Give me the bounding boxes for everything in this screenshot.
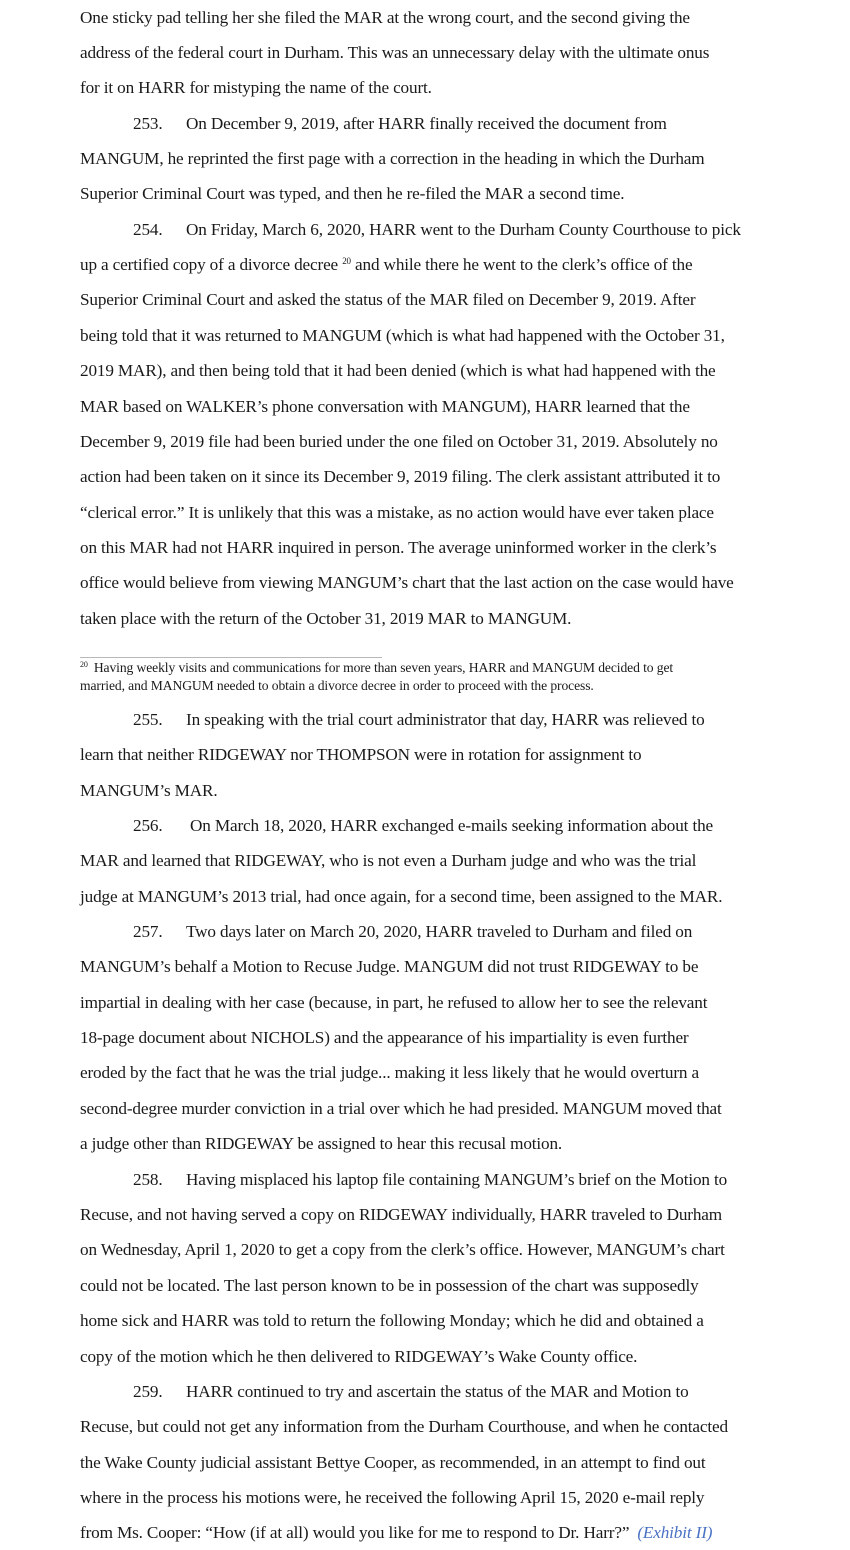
paragraph-line: MAR based on WALKER’s phone conversation with MANGUM), HARR learned that the bbox=[80, 397, 690, 416]
footnote-text: Having weekly visits and communications for more than seven years, HARR and MANGUM decided to get bbox=[93, 660, 674, 675]
paragraph-number: 258. bbox=[133, 1170, 163, 1189]
paragraph-line: second-degree murder conviction in a trial over which he had presided. MANGUM moved that bbox=[80, 1099, 722, 1118]
paragraph-text: Having misplaced his laptop file containing MANGUM’s brief on the Motion to bbox=[186, 1170, 728, 1189]
paragraph-line: taken place with the return of the October 31, 2019 MAR to MANGUM. bbox=[80, 609, 572, 628]
paragraph-257-first-line bbox=[133, 922, 692, 942]
paragraph-253-first-line bbox=[133, 114, 667, 134]
paragraph-line: Superior Criminal Court was typed, and then he re-filed the MAR a second time. bbox=[80, 184, 625, 203]
paragraph-line: office would believe from viewing MANGUM’s chart that the last action on the case would have bbox=[80, 573, 734, 592]
continuation-line: for it on HARR for mistyping the name of the court. bbox=[80, 78, 432, 97]
footnote-separator bbox=[80, 657, 382, 658]
paragraph-text: HARR continued to try and ascertain the status of the MAR and Motion to bbox=[186, 1382, 689, 1401]
paragraph-number: 254. bbox=[133, 220, 163, 239]
footnote-line: married, and MANGUM needed to obtain a divorce decree in order to proceed with the process. bbox=[80, 678, 594, 693]
paragraph-line: where in the process his motions were, he received the following April 15, 2020 e-mail reply bbox=[80, 1488, 705, 1507]
paragraph-number: 255. bbox=[133, 710, 163, 729]
paragraph-line-with-footnote-ref bbox=[80, 255, 692, 275]
paragraph-line: MANGUM, he reprinted the first page with a correction in the heading in which the Durham bbox=[80, 149, 705, 168]
paragraph-text: In speaking with the trial court administrator that day, HARR was relieved to bbox=[186, 710, 705, 729]
paragraph-258-first-line bbox=[133, 1170, 727, 1190]
paragraph-line: MANGUM’s MAR. bbox=[80, 781, 218, 800]
paragraph-256-first-line bbox=[133, 816, 713, 836]
footnote-reference[interactable]: 20 bbox=[342, 256, 351, 266]
paragraph-line: home sick and HARR was told to return the following Monday; which he did and obtained a bbox=[80, 1311, 704, 1330]
paragraph-line: could not be located. The last person known to be in possession of the chart was supposedly bbox=[80, 1276, 699, 1295]
exhibit-link[interactable]: (Exhibit II) bbox=[637, 1523, 713, 1542]
paragraph-line: Recuse, but could not get any information from the Durham Courthouse, and when he contacted bbox=[80, 1417, 728, 1436]
footnote-number: 20 bbox=[80, 660, 88, 669]
paragraph-line: impartial in dealing with her case (because, in part, he refused to allow her to see the relevant bbox=[80, 993, 708, 1012]
paragraph-line: December 9, 2019 file had been buried under the one filed on October 31, 2019. Absolutely no bbox=[80, 432, 718, 451]
paragraph-259-first-line bbox=[133, 1382, 689, 1402]
paragraph-number: 257. bbox=[133, 922, 163, 941]
paragraph-line: on Wednesday, April 1, 2020 to get a copy from the clerk’s office. However, MANGUM’s chart bbox=[80, 1240, 725, 1259]
paragraph-line: “clerical error.” It is unlikely that this was a mistake, as no action would have ever taken place bbox=[80, 503, 714, 522]
paragraph-line: a judge other than RIDGEWAY be assigned to hear this recusal motion. bbox=[80, 1134, 563, 1153]
paragraph-text: up a certified copy of a divorce decree bbox=[80, 255, 339, 274]
paragraph-line: on this MAR had not HARR inquired in person. The average uninformed worker in the clerk’s bbox=[80, 538, 717, 557]
paragraph-line: judge at MANGUM’s 2013 trial, had once again, for a second time, been assigned to the MAR. bbox=[80, 887, 723, 906]
paragraph-255-first-line bbox=[133, 710, 705, 730]
paragraph-line: MANGUM’s behalf a Motion to Recuse Judge. MANGUM did not trust RIDGEWAY to be bbox=[80, 957, 699, 976]
paragraph-line: being told that it was returned to MANGUM (which is what had happened with the October 31, bbox=[80, 326, 725, 345]
paragraph-line-with-exhibit bbox=[80, 1523, 712, 1543]
paragraph-line: action had been taken on it since its December 9, 2019 filing. The clerk assistant attributed it to bbox=[80, 467, 721, 486]
paragraph-line: 2019 MAR), and then being told that it had been denied (which is what had happened with the bbox=[80, 361, 716, 380]
paragraph-number: 256. bbox=[133, 816, 163, 835]
paragraph-line: Recuse, and not having served a copy on RIDGEWAY individually, HARR traveled to Durham bbox=[80, 1205, 723, 1224]
paragraph-line: 18-page document about NICHOLS) and the appearance of his impartiality is even further bbox=[80, 1028, 689, 1047]
footnote-line bbox=[80, 660, 673, 676]
continuation-line: address of the federal court in Durham. This was an unnecessary delay with the ultimate onus bbox=[80, 43, 710, 62]
paragraph-254-first-line bbox=[133, 220, 741, 240]
paragraph-number: 253. bbox=[133, 114, 163, 133]
paragraph-line: copy of the motion which he then delivered to RIDGEWAY’s Wake County office. bbox=[80, 1347, 638, 1366]
paragraph-text: from Ms. Cooper: “How (if at all) would you like for me to respond to Dr. Harr?” bbox=[80, 1523, 630, 1542]
paragraph-line: eroded by the fact that he was the trial judge... making it less likely that he would overturn a bbox=[80, 1063, 699, 1082]
paragraph-number: 259. bbox=[133, 1382, 163, 1401]
paragraph-line: learn that neither RIDGEWAY nor THOMPSON were in rotation for assignment to bbox=[80, 745, 642, 764]
paragraph-line: Superior Criminal Court and asked the status of the MAR filed on December 9, 2019. After bbox=[80, 290, 696, 309]
paragraph-line: MAR and learned that RIDGEWAY, who is not even a Durham judge and who was the trial bbox=[80, 851, 697, 870]
paragraph-text: and while there he went to the clerk’s office of the bbox=[350, 255, 693, 274]
paragraph-text: On December 9, 2019, after HARR finally received the document from bbox=[186, 114, 667, 133]
paragraph-text: On Friday, March 6, 2020, HARR went to the Durham County Courthouse to pick bbox=[186, 220, 741, 239]
paragraph-text: On March 18, 2020, HARR exchanged e-mails seeking information about the bbox=[190, 816, 713, 835]
paragraph-line: the Wake County judicial assistant Bettye Cooper, as recommended, in an attempt to find out bbox=[80, 1453, 706, 1472]
paragraph-text: Two days later on March 20, 2020, HARR traveled to Durham and filed on bbox=[186, 922, 693, 941]
continuation-line: One sticky pad telling her she filed the MAR at the wrong court, and the second giving the bbox=[80, 8, 690, 27]
